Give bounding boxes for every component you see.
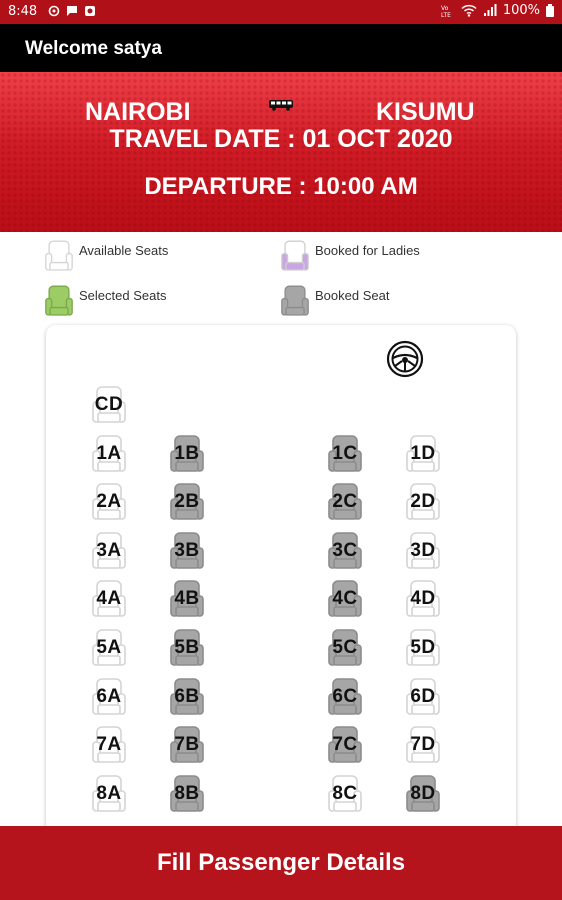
seat-1a[interactable] <box>92 435 126 473</box>
seat-5c <box>328 629 362 667</box>
seat-7d[interactable] <box>406 726 440 764</box>
legend-booked-label: Booked Seat <box>315 288 390 303</box>
seat-label: 8A <box>96 782 122 804</box>
seat-label: 6B <box>174 685 200 707</box>
legend-available <box>45 240 168 275</box>
seat-label: 6C <box>332 685 358 707</box>
bus-icon <box>268 99 294 111</box>
seat-label: 4B <box>174 588 200 610</box>
welcome-title: Welcome satya <box>25 38 162 59</box>
seat-label: 2B <box>174 491 200 513</box>
seat-label: 2A <box>96 491 122 513</box>
seat-2a[interactable] <box>92 483 126 521</box>
seat-label: 5D <box>410 637 436 658</box>
volte-icon <box>441 4 455 18</box>
signal-icon <box>483 4 497 17</box>
seat-label: 5A <box>96 637 122 658</box>
seat-1d[interactable] <box>406 435 440 473</box>
seat-4a[interactable] <box>92 580 126 618</box>
seat-3c <box>328 532 362 570</box>
seat-7b <box>170 726 204 764</box>
seat-8a[interactable] <box>92 775 126 813</box>
seat-2b <box>170 483 204 521</box>
booked-seat-icon <box>281 285 309 320</box>
app-bar <box>0 24 562 72</box>
message-icon <box>66 5 78 17</box>
legend-available-label: Available Seats <box>79 243 169 258</box>
seat-label: 8B <box>174 782 200 804</box>
travel-date: TRAVEL DATE : 01 OCT 2020 <box>109 125 453 153</box>
seat-label: 7A <box>96 734 122 756</box>
app-notification-icon <box>84 5 96 17</box>
selected-seat-icon <box>45 285 73 320</box>
seat-label: CD <box>94 394 124 415</box>
seat-1c <box>328 435 362 473</box>
destination-city: KISUMU <box>376 98 475 126</box>
available-seat-icon <box>45 240 73 275</box>
trip-header <box>0 72 562 232</box>
seat-label: 3C <box>332 539 358 561</box>
departure-time: DEPARTURE : 10:00 AM <box>144 173 418 200</box>
seat-label: 2C <box>332 491 358 513</box>
status-time: 8:48 <box>8 4 38 19</box>
seat-label: 6D <box>410 685 436 707</box>
steering-wheel-icon <box>386 340 424 378</box>
seat-label: 7D <box>410 734 436 756</box>
seat-label: 3D <box>410 539 436 561</box>
seat-label: 4C <box>332 588 358 610</box>
seat-label: 8D <box>410 782 436 804</box>
svg-text:LTE: LTE <box>440 11 451 18</box>
seat-label: 4A <box>96 588 122 610</box>
seat-3b <box>170 532 204 570</box>
seat-label: 1A <box>96 442 122 464</box>
wifi-icon <box>461 4 477 17</box>
seat-7a[interactable] <box>92 726 126 764</box>
seat-6d[interactable] <box>406 678 440 716</box>
seat-5b <box>170 629 204 667</box>
seat-6a[interactable] <box>92 678 126 716</box>
seat-label: 2D <box>410 491 436 513</box>
seat-3a[interactable] <box>92 532 126 570</box>
seat-label: 3B <box>174 539 200 561</box>
seat-8c[interactable] <box>328 775 362 813</box>
seat-4d[interactable] <box>406 580 440 618</box>
legend-ladies <box>281 240 420 275</box>
seat-label: 1B <box>174 442 200 464</box>
seat-5d[interactable] <box>406 629 440 667</box>
legend-selected <box>45 285 166 320</box>
seat-label: 7C <box>332 734 358 756</box>
battery-icon <box>546 4 554 17</box>
seat-4b <box>170 580 204 618</box>
legend-booked <box>281 285 389 320</box>
seat-label: 7B <box>174 734 200 756</box>
origin-city: NAIROBI <box>85 98 191 126</box>
seat-2d[interactable] <box>406 483 440 521</box>
seat-label: 4D <box>410 588 436 610</box>
seat-1b <box>170 435 204 473</box>
seat-8d <box>406 775 440 813</box>
seat-5a[interactable] <box>92 629 126 667</box>
sync-icon <box>48 5 60 17</box>
fill-passenger-details-button[interactable]: Fill Passenger Details <box>0 826 562 900</box>
status-bar <box>0 0 562 24</box>
seat-cd[interactable] <box>92 386 126 424</box>
seat-7c <box>328 726 362 764</box>
seat-3d[interactable] <box>406 532 440 570</box>
seat-layout-card <box>46 325 516 845</box>
seat-label: 1C <box>332 442 358 464</box>
seat-8b <box>170 775 204 813</box>
seat-label: 5C <box>332 637 358 658</box>
battery-percentage: 100% <box>502 3 540 18</box>
seat-label: 5B <box>174 637 200 658</box>
seat-6b <box>170 678 204 716</box>
svg-text:Vo: Vo <box>440 4 449 12</box>
ladies-seat-icon <box>281 240 309 275</box>
legend-selected-label: Selected Seats <box>79 288 167 303</box>
seat-2c <box>328 483 362 521</box>
seat-label: 6A <box>96 685 122 707</box>
seat-label: 8C <box>332 782 358 804</box>
seat-4c <box>328 580 362 618</box>
seat-6c <box>328 678 362 716</box>
seat-label: 3A <box>96 539 122 561</box>
legend-ladies-label: Booked for Ladies <box>315 243 420 258</box>
seat-label: 1D <box>410 442 436 464</box>
